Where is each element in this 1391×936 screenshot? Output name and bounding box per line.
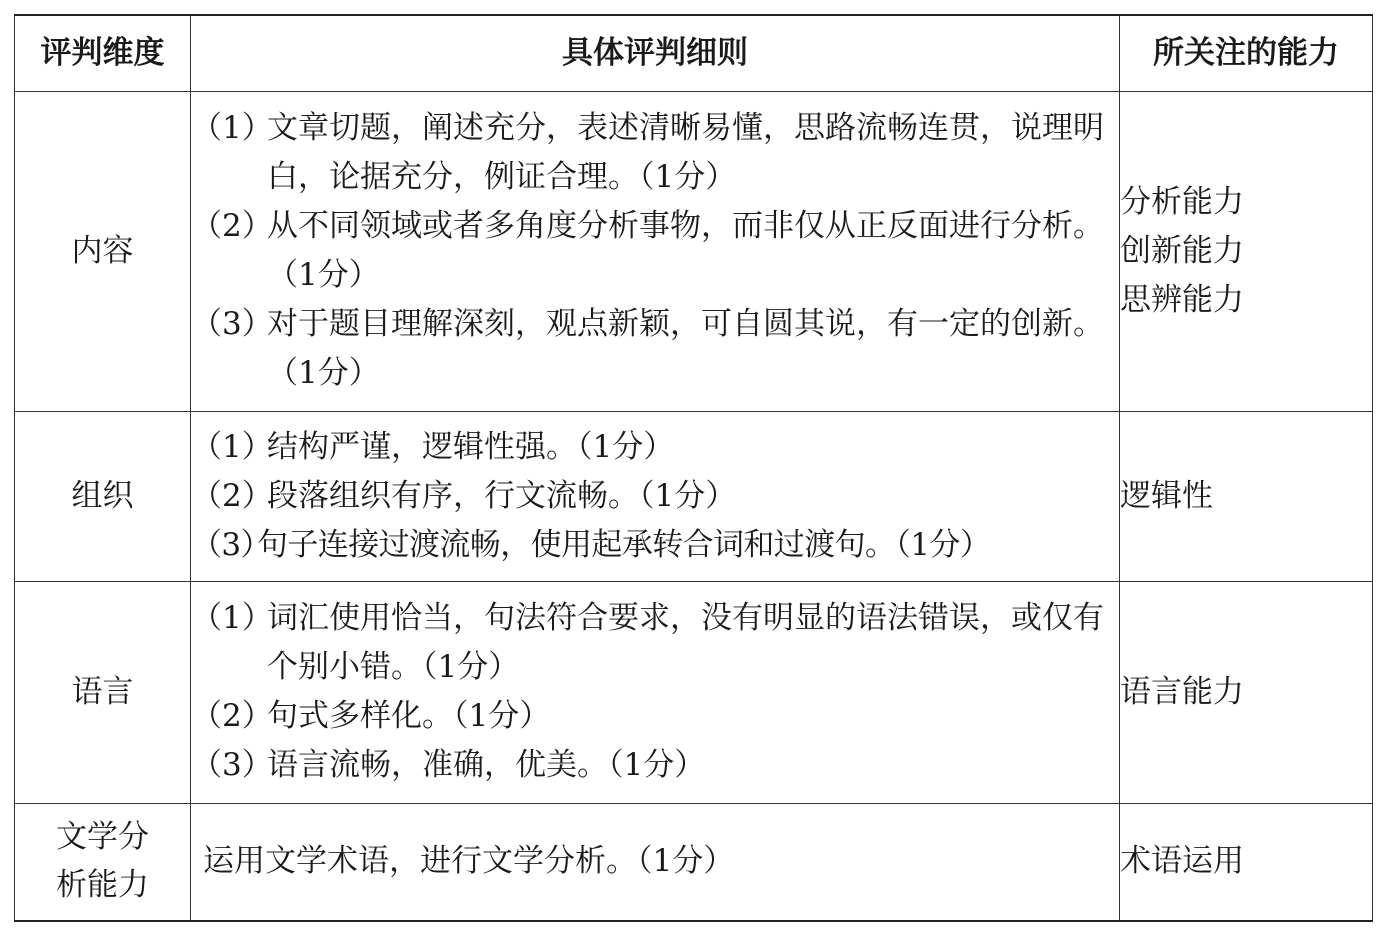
rule-text: 文章切题，阐述充分，表述清晰易懂，思路流畅连贯，说理明白，论据充分，例证合理。（1分）: [267, 110, 1104, 195]
abilities-cell: [1120, 581, 1373, 803]
rule-item: [191, 423, 1119, 472]
rule-item: [203, 837, 1119, 886]
rubric-container: [14, 14, 1373, 922]
abilities-cell: [1120, 803, 1373, 921]
rule-number: （1）: [191, 600, 273, 636]
rules-cell: [191, 411, 1120, 581]
rule-number: （2）: [191, 208, 273, 244]
rule-text: 句式多样化。（1分）: [267, 698, 551, 734]
header-dimension: 评判维度: [15, 15, 191, 91]
rule-number: （2）: [191, 698, 273, 734]
abilities-cell: [1120, 91, 1373, 411]
rule-item: [191, 594, 1119, 692]
ability-label: 创新能力: [1120, 232, 1244, 269]
rule-text: 词汇使用恰当，句法符合要求，没有明显的语法错误，或仅有个别小错。（1分）: [267, 600, 1104, 685]
ability-label: 术语运用: [1120, 843, 1244, 880]
table-row-organization: [15, 411, 1373, 581]
header-row: [15, 15, 1373, 91]
dimension-cell: [15, 411, 191, 581]
dimension-cell: [15, 91, 191, 411]
ability-label: 语言能力: [1120, 673, 1244, 710]
rubric-table: [14, 14, 1373, 922]
rule-number: （3）: [191, 306, 273, 342]
rule-text: 对于题目理解深刻，观点新颖，可自圆其说，有一定的创新。（1分）: [267, 306, 1104, 391]
rule-number: （3）: [191, 526, 271, 563]
dimension-label: 语言: [71, 673, 134, 710]
table-row-literary-analysis: [15, 803, 1373, 921]
rules-cell: [191, 581, 1120, 803]
rules-cell: [191, 803, 1120, 921]
ability-label: 分析能力: [1120, 183, 1244, 220]
rule-item: [191, 202, 1119, 300]
rule-number: （1）: [191, 110, 273, 146]
rule-text: 运用文学术语，进行文学分析。（1分）: [203, 843, 735, 880]
dimension-label: 内容: [71, 232, 134, 269]
rule-item: [191, 472, 1119, 521]
rule-item: [191, 521, 1119, 570]
rule-item: [191, 104, 1119, 202]
rule-text: 语言流畅，准确，优美。（1分）: [267, 747, 706, 783]
dimension-cell: [15, 581, 191, 803]
rule-text: 从不同领域或者多角度分析事物，而非仅从正反面进行分析。（1分）: [267, 208, 1104, 293]
header-rules: 具体评判细则: [191, 15, 1120, 91]
rule-text: 段落组织有序，行文流畅。（1分）: [267, 477, 737, 514]
rule-text: 句子连接过渡流畅，使用起承转合词和过渡句。（1分）: [257, 526, 991, 563]
rules-cell: [191, 91, 1120, 411]
rule-item: [191, 300, 1119, 398]
rule-number: （1）: [191, 428, 273, 465]
dimension-label: 组织: [71, 477, 134, 514]
rule-item: [191, 692, 1119, 741]
rule-text: 结构严谨，逻辑性强。（1分）: [267, 428, 675, 465]
table-row-language: [15, 581, 1373, 803]
rule-number: （2）: [191, 477, 273, 514]
rule-number: （3）: [191, 747, 273, 783]
ability-label: 思辨能力: [1120, 281, 1244, 318]
header-abilities: 所关注的能力: [1120, 15, 1373, 91]
dimension-cell: [15, 803, 191, 921]
rule-item: [191, 741, 1119, 790]
dimension-label: 文学分析能力: [56, 819, 149, 904]
abilities-cell: [1120, 411, 1373, 581]
table-row-content: [15, 91, 1373, 411]
ability-label: 逻辑性: [1120, 477, 1213, 514]
